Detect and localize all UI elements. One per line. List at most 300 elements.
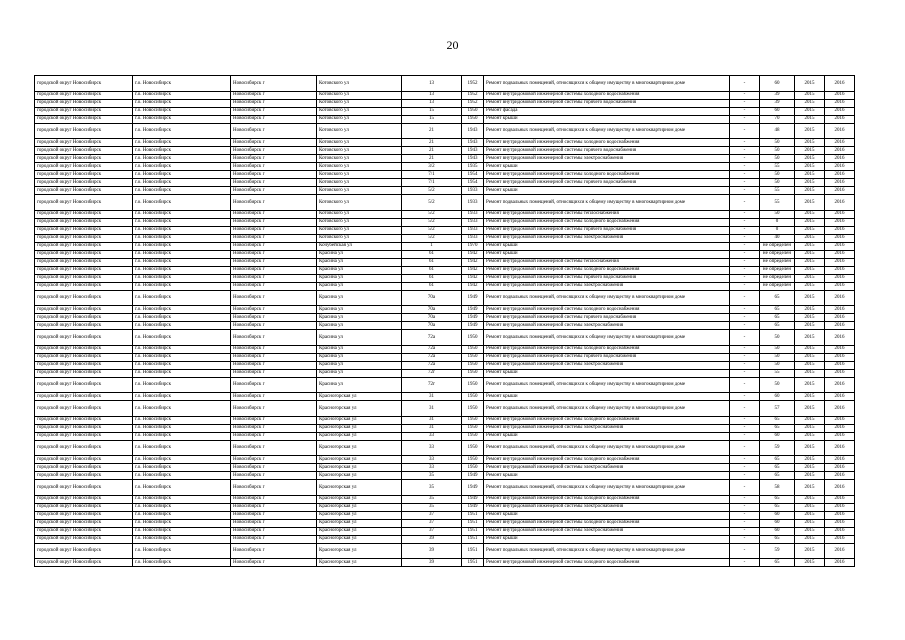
build-year-cell: 1950 bbox=[462, 353, 484, 361]
district-cell: г.о. Новосибирск bbox=[133, 472, 231, 480]
build-year-cell: 1970 bbox=[462, 242, 484, 250]
cost-cell: 55 bbox=[760, 195, 795, 211]
build-year-cell: 1951 bbox=[462, 559, 484, 567]
start-year-cell: 2015 bbox=[795, 511, 825, 519]
locality-cell: Новосибирск г bbox=[231, 306, 317, 314]
locality-cell: Новосибирск г bbox=[231, 559, 317, 567]
house-number-cell: 5/2 bbox=[402, 187, 462, 195]
cost-cell: 58 bbox=[760, 480, 795, 496]
street-cell: Котовского ул bbox=[317, 155, 402, 163]
table-row bbox=[35, 330, 855, 346]
end-year-cell: 2016 bbox=[825, 266, 855, 274]
table-row bbox=[35, 480, 855, 496]
street-cell: Красина ул bbox=[317, 353, 402, 361]
locality-cell: Новосибирск г bbox=[231, 519, 317, 527]
cost-cell: 40 bbox=[760, 234, 795, 242]
street-cell: Красина ул bbox=[317, 369, 402, 377]
district-cell: г.о. Новосибирск bbox=[133, 432, 231, 440]
start-year-cell: 2015 bbox=[795, 393, 825, 401]
house-number-cell: 1 bbox=[402, 242, 462, 250]
work-type-cell: Ремонт внутридомовой инженерной системы горячего водоснабжения bbox=[484, 147, 730, 155]
house-number-cell: 7/1 bbox=[402, 171, 462, 179]
table-row bbox=[35, 155, 855, 163]
start-year-cell: 2015 bbox=[795, 234, 825, 242]
district-cell: г.о. Новосибирск bbox=[133, 535, 231, 543]
end-year-cell: 2016 bbox=[825, 107, 855, 115]
start-year-cell: 2015 bbox=[795, 258, 825, 266]
cost-cell: 0 bbox=[760, 218, 795, 226]
build-year-cell: 1949 bbox=[462, 306, 484, 314]
municipality-cell: городской округ Новосибирск bbox=[35, 226, 133, 234]
work-type-cell: Ремонт внутридомовой инженерной системы электроснабжения bbox=[484, 527, 730, 535]
start-year-cell: 2015 bbox=[795, 559, 825, 567]
build-year-cell: 1950 bbox=[462, 432, 484, 440]
table-row bbox=[35, 543, 855, 559]
municipality-cell: городской округ Новосибирск bbox=[35, 322, 133, 330]
build-year-cell: 1951 bbox=[462, 527, 484, 535]
end-year-cell: 2016 bbox=[825, 91, 855, 99]
end-year-cell: 2016 bbox=[825, 258, 855, 266]
house-number-cell: 61 bbox=[402, 258, 462, 266]
table-row bbox=[35, 535, 855, 543]
start-year-cell: 2015 bbox=[795, 115, 825, 123]
start-year-cell: 2015 bbox=[795, 171, 825, 179]
work-type-cell: Ремонт внутридомовой инженерной системы электроснабжения bbox=[484, 282, 730, 290]
municipality-cell: городской округ Новосибирск bbox=[35, 163, 133, 171]
district-cell: г.о. Новосибирск bbox=[133, 464, 231, 472]
district-cell: г.о. Новосибирск bbox=[133, 179, 231, 187]
end-year-cell: 2016 bbox=[825, 306, 855, 314]
locality-cell: Новосибирск г bbox=[231, 266, 317, 274]
dash-cell: - bbox=[730, 274, 760, 282]
street-cell: Красногорская ул bbox=[317, 424, 402, 432]
cost-cell: 65 bbox=[760, 322, 795, 330]
build-year-cell: 1950 bbox=[462, 377, 484, 393]
work-type-cell: Ремонт внутридомовой инженерной системы электроснабжения bbox=[484, 464, 730, 472]
house-number-cell: 3/2 bbox=[402, 163, 462, 171]
build-year-cell: 1950 bbox=[462, 115, 484, 123]
house-number-cell: 31 bbox=[402, 401, 462, 417]
end-year-cell: 2016 bbox=[825, 480, 855, 496]
cost-cell: 57 bbox=[760, 401, 795, 417]
cost-cell: 39 bbox=[760, 91, 795, 99]
street-cell: Котовского ул bbox=[317, 234, 402, 242]
work-type-cell: Ремонт крыши bbox=[484, 472, 730, 480]
cost-cell: не определен bbox=[760, 250, 795, 258]
municipality-cell: городской округ Новосибирск bbox=[35, 290, 133, 306]
district-cell: г.о. Новосибирск bbox=[133, 314, 231, 322]
cost-cell: 65 bbox=[760, 290, 795, 306]
build-year-cell: 1950 bbox=[462, 464, 484, 472]
house-number-cell: 13 bbox=[402, 76, 462, 92]
dash-cell: - bbox=[730, 511, 760, 519]
table-row bbox=[35, 503, 855, 511]
end-year-cell: 2016 bbox=[825, 250, 855, 258]
street-cell: Красина ул bbox=[317, 314, 402, 322]
dash-cell: - bbox=[730, 393, 760, 401]
locality-cell: Новосибирск г bbox=[231, 171, 317, 179]
table-row bbox=[35, 393, 855, 401]
municipality-cell: городской округ Новосибирск bbox=[35, 258, 133, 266]
cost-cell: не определен bbox=[760, 282, 795, 290]
cost-cell: 48 bbox=[760, 123, 795, 139]
start-year-cell: 2015 bbox=[795, 377, 825, 393]
end-year-cell: 2016 bbox=[825, 345, 855, 353]
municipality-cell: городской округ Новосибирск bbox=[35, 171, 133, 179]
street-cell: Красногорская ул bbox=[317, 472, 402, 480]
house-number-cell: 7/1 bbox=[402, 179, 462, 187]
house-number-cell: 5/2 bbox=[402, 210, 462, 218]
start-year-cell: 2015 bbox=[795, 322, 825, 330]
dash-cell: - bbox=[730, 163, 760, 171]
street-cell: Красногорская ул bbox=[317, 440, 402, 456]
table-row bbox=[35, 163, 855, 171]
end-year-cell: 2016 bbox=[825, 440, 855, 456]
table-row bbox=[35, 266, 855, 274]
street-cell: Котовского ул bbox=[317, 115, 402, 123]
street-cell: Красина ул bbox=[317, 282, 402, 290]
end-year-cell: 2016 bbox=[825, 527, 855, 535]
district-cell: г.о. Новосибирск bbox=[133, 266, 231, 274]
dash-cell: - bbox=[730, 472, 760, 480]
street-cell: Котовского ул bbox=[317, 226, 402, 234]
table-row bbox=[35, 353, 855, 361]
locality-cell: Новосибирск г bbox=[231, 139, 317, 147]
end-year-cell: 2016 bbox=[825, 147, 855, 155]
end-year-cell: 2016 bbox=[825, 187, 855, 195]
street-cell: Котовского ул bbox=[317, 76, 402, 92]
start-year-cell: 2015 bbox=[795, 369, 825, 377]
house-number-cell: 35 bbox=[402, 472, 462, 480]
build-year-cell: 1942 bbox=[462, 258, 484, 266]
start-year-cell: 2015 bbox=[795, 480, 825, 496]
work-type-cell: Ремонт крыши bbox=[484, 163, 730, 171]
street-cell: Красина ул bbox=[317, 290, 402, 306]
municipality-cell: городской округ Новосибирск bbox=[35, 511, 133, 519]
municipality-cell: городской округ Новосибирск bbox=[35, 107, 133, 115]
cost-cell: не определен bbox=[760, 274, 795, 282]
district-cell: г.о. Новосибирск bbox=[133, 559, 231, 567]
dash-cell: - bbox=[730, 330, 760, 346]
dash-cell: - bbox=[730, 464, 760, 472]
house-number-cell: 21 bbox=[402, 155, 462, 163]
start-year-cell: 2015 bbox=[795, 274, 825, 282]
cost-cell: 65 bbox=[760, 416, 795, 424]
locality-cell: Новосибирск г bbox=[231, 155, 317, 163]
district-cell: г.о. Новосибирск bbox=[133, 226, 231, 234]
locality-cell: Новосибирск г bbox=[231, 274, 317, 282]
work-type-cell: Ремонт фасада bbox=[484, 107, 730, 115]
house-number-cell: 39 bbox=[402, 543, 462, 559]
locality-cell: Новосибирск г bbox=[231, 424, 317, 432]
locality-cell: Новосибирск г bbox=[231, 432, 317, 440]
municipality-cell: городской округ Новосибирск bbox=[35, 527, 133, 535]
street-cell: Красногорская ул bbox=[317, 543, 402, 559]
municipality-cell: городской округ Новосибирск bbox=[35, 440, 133, 456]
work-type-cell: Ремонт внутридомовой инженерной системы теплоснабжения bbox=[484, 258, 730, 266]
district-cell: г.о. Новосибирск bbox=[133, 99, 231, 107]
end-year-cell: 2016 bbox=[825, 274, 855, 282]
locality-cell: Новосибирск г bbox=[231, 123, 317, 139]
work-type-cell: Ремонт крыши bbox=[484, 393, 730, 401]
municipality-cell: городской округ Новосибирск bbox=[35, 274, 133, 282]
house-number-cell: 21 bbox=[402, 147, 462, 155]
locality-cell: Новосибирск г bbox=[231, 345, 317, 353]
dash-cell: - bbox=[730, 242, 760, 250]
street-cell: Котовского ул bbox=[317, 187, 402, 195]
start-year-cell: 2015 bbox=[795, 179, 825, 187]
work-type-cell: Ремонт подвальных помещений, относящихся к общему имуществу в многоквартирном доме bbox=[484, 401, 730, 417]
work-type-cell: Ремонт внутридомовой инженерной системы холодного водоснабжения bbox=[484, 495, 730, 503]
municipality-cell: городской округ Новосибирск bbox=[35, 155, 133, 163]
locality-cell: Новосибирск г bbox=[231, 290, 317, 306]
build-year-cell: 1933 bbox=[462, 187, 484, 195]
work-type-cell: Ремонт крыши bbox=[484, 535, 730, 543]
street-cell: Красина ул bbox=[317, 274, 402, 282]
municipality-cell: городской округ Новосибирск bbox=[35, 401, 133, 417]
street-cell: Котовского ул bbox=[317, 99, 402, 107]
work-type-cell: Ремонт внутридомовой инженерной системы электроснабжения bbox=[484, 503, 730, 511]
work-type-cell: Ремонт внутридомовой инженерной системы холодного водоснабжения bbox=[484, 218, 730, 226]
house-number-cell: 37 bbox=[402, 519, 462, 527]
dash-cell: - bbox=[730, 195, 760, 211]
house-number-cell: 61 bbox=[402, 274, 462, 282]
street-cell: Кочубейская ул bbox=[317, 242, 402, 250]
house-number-cell: 33 bbox=[402, 464, 462, 472]
street-cell: Красногорская ул bbox=[317, 503, 402, 511]
house-number-cell: 72г bbox=[402, 369, 462, 377]
end-year-cell: 2016 bbox=[825, 424, 855, 432]
end-year-cell: 2016 bbox=[825, 139, 855, 147]
work-type-cell: Ремонт внутридомовой инженерной системы холодного водоснабжения bbox=[484, 91, 730, 99]
street-cell: Красногорская ул bbox=[317, 480, 402, 496]
locality-cell: Новосибирск г bbox=[231, 330, 317, 346]
build-year-cell: 1950 bbox=[462, 401, 484, 417]
start-year-cell: 2015 bbox=[795, 472, 825, 480]
dash-cell: - bbox=[730, 115, 760, 123]
start-year-cell: 2015 bbox=[795, 242, 825, 250]
street-cell: Красногорская ул bbox=[317, 511, 402, 519]
house-number-cell: 35 bbox=[402, 495, 462, 503]
house-number-cell: 31 bbox=[402, 424, 462, 432]
street-cell: Красногорская ул bbox=[317, 495, 402, 503]
dash-cell: - bbox=[730, 107, 760, 115]
build-year-cell: 1933 bbox=[462, 195, 484, 211]
start-year-cell: 2015 bbox=[795, 330, 825, 346]
cost-cell: 55 bbox=[760, 163, 795, 171]
end-year-cell: 2016 bbox=[825, 330, 855, 346]
house-number-cell: 35 bbox=[402, 503, 462, 511]
table-row bbox=[35, 226, 855, 234]
house-number-cell: 37 bbox=[402, 511, 462, 519]
work-type-cell: Ремонт крыши bbox=[484, 511, 730, 519]
house-number-cell: 5/2 bbox=[402, 218, 462, 226]
locality-cell: Новосибирск г bbox=[231, 76, 317, 92]
start-year-cell: 2015 bbox=[795, 519, 825, 527]
municipality-cell: городской округ Новосибирск bbox=[35, 210, 133, 218]
locality-cell: Новосибирск г bbox=[231, 195, 317, 211]
work-type-cell: Ремонт внутридомовой инженерной системы холодного водоснабжения bbox=[484, 306, 730, 314]
locality-cell: Новосибирск г bbox=[231, 353, 317, 361]
work-type-cell: Ремонт подвальных помещений, относящихся к общему имуществу в многоквартирном доме bbox=[484, 440, 730, 456]
cost-cell: 65 bbox=[760, 535, 795, 543]
cost-cell: не определен bbox=[760, 258, 795, 266]
end-year-cell: 2016 bbox=[825, 163, 855, 171]
dash-cell: - bbox=[730, 91, 760, 99]
district-cell: г.о. Новосибирск bbox=[133, 353, 231, 361]
start-year-cell: 2015 bbox=[795, 187, 825, 195]
dash-cell: - bbox=[730, 226, 760, 234]
street-cell: Красногорская ул bbox=[317, 416, 402, 424]
cost-cell: 59 bbox=[760, 543, 795, 559]
dash-cell: - bbox=[730, 401, 760, 417]
locality-cell: Новосибирск г bbox=[231, 472, 317, 480]
dash-cell: - bbox=[730, 495, 760, 503]
build-year-cell: 1951 bbox=[462, 511, 484, 519]
street-cell: Котовского ул bbox=[317, 210, 402, 218]
build-year-cell: 1933 bbox=[462, 218, 484, 226]
house-number-cell: 5/2 bbox=[402, 226, 462, 234]
municipality-cell: городской округ Новосибирск bbox=[35, 559, 133, 567]
municipality-cell: городской округ Новосибирск bbox=[35, 266, 133, 274]
build-year-cell: 1950 bbox=[462, 330, 484, 346]
street-cell: Котовского ул bbox=[317, 179, 402, 187]
municipality-cell: городской округ Новосибирск bbox=[35, 76, 133, 92]
locality-cell: Новосибирск г bbox=[231, 187, 317, 195]
work-type-cell: Ремонт внутридомовой инженерной системы горячего водоснабжения bbox=[484, 274, 730, 282]
table-row bbox=[35, 559, 855, 567]
dash-cell: - bbox=[730, 187, 760, 195]
cost-cell: 60 bbox=[760, 511, 795, 519]
district-cell: г.о. Новосибирск bbox=[133, 210, 231, 218]
municipality-cell: городской округ Новосибирск bbox=[35, 464, 133, 472]
end-year-cell: 2016 bbox=[825, 432, 855, 440]
start-year-cell: 2015 bbox=[795, 361, 825, 369]
district-cell: г.о. Новосибирск bbox=[133, 258, 231, 266]
dash-cell: - bbox=[730, 535, 760, 543]
dash-cell: - bbox=[730, 179, 760, 187]
work-type-cell: Ремонт внутридомовой инженерной системы горячего водоснабжения bbox=[484, 99, 730, 107]
locality-cell: Новосибирск г bbox=[231, 543, 317, 559]
table-row bbox=[35, 464, 855, 472]
street-cell: Красина ул bbox=[317, 377, 402, 393]
end-year-cell: 2016 bbox=[825, 393, 855, 401]
build-year-cell: 1933 bbox=[462, 210, 484, 218]
build-year-cell: 1942 bbox=[462, 266, 484, 274]
start-year-cell: 2015 bbox=[795, 107, 825, 115]
dash-cell: - bbox=[730, 218, 760, 226]
end-year-cell: 2016 bbox=[825, 290, 855, 306]
start-year-cell: 2015 bbox=[795, 353, 825, 361]
start-year-cell: 2015 bbox=[795, 99, 825, 107]
district-cell: г.о. Новосибирск bbox=[133, 171, 231, 179]
house-number-cell: 70а bbox=[402, 314, 462, 322]
street-cell: Красногорская ул bbox=[317, 535, 402, 543]
municipality-cell: городской округ Новосибирск bbox=[35, 242, 133, 250]
municipality-cell: городской округ Новосибирск bbox=[35, 480, 133, 496]
work-type-cell: Ремонт внутридомовой инженерной системы холодного водоснабжения bbox=[484, 519, 730, 527]
dash-cell: - bbox=[730, 432, 760, 440]
table-row bbox=[35, 234, 855, 242]
table-row bbox=[35, 314, 855, 322]
municipality-cell: городской округ Новосибирск bbox=[35, 123, 133, 139]
district-cell: г.о. Новосибирск bbox=[133, 250, 231, 258]
start-year-cell: 2015 bbox=[795, 139, 825, 147]
build-year-cell: 1933 bbox=[462, 226, 484, 234]
municipality-cell: городской округ Новосибирск bbox=[35, 472, 133, 480]
work-type-cell: Ремонт внутридомовой инженерной системы горячего водоснабжения bbox=[484, 179, 730, 187]
district-cell: г.о. Новосибирск bbox=[133, 282, 231, 290]
street-cell: Красина ул bbox=[317, 330, 402, 346]
end-year-cell: 2016 bbox=[825, 282, 855, 290]
build-year-cell: 1935 bbox=[462, 163, 484, 171]
dash-cell: - bbox=[730, 527, 760, 535]
district-cell: г.о. Новосибирск bbox=[133, 527, 231, 535]
work-type-cell: Ремонт подвальных помещений, относящихся к общему имуществу в многоквартирном доме bbox=[484, 76, 730, 92]
district-cell: г.о. Новосибирск bbox=[133, 361, 231, 369]
street-cell: Котовского ул bbox=[317, 123, 402, 139]
street-cell: Котовского ул bbox=[317, 171, 402, 179]
municipality-cell: городской округ Новосибирск bbox=[35, 195, 133, 211]
table-row bbox=[35, 107, 855, 115]
end-year-cell: 2016 bbox=[825, 503, 855, 511]
municipality-cell: городской округ Новосибирск bbox=[35, 377, 133, 393]
dash-cell: - bbox=[730, 369, 760, 377]
table-row bbox=[35, 76, 855, 92]
build-year-cell: 1951 bbox=[462, 535, 484, 543]
table-row bbox=[35, 495, 855, 503]
build-year-cell: 1954 bbox=[462, 171, 484, 179]
locality-cell: Новосибирск г bbox=[231, 322, 317, 330]
build-year-cell: 1943 bbox=[462, 123, 484, 139]
house-number-cell: 72а bbox=[402, 330, 462, 346]
district-cell: г.о. Новосибирск bbox=[133, 234, 231, 242]
table-row bbox=[35, 456, 855, 464]
cost-cell: 60 bbox=[760, 107, 795, 115]
municipality-cell: городской округ Новосибирск bbox=[35, 314, 133, 322]
end-year-cell: 2016 bbox=[825, 543, 855, 559]
build-year-cell: 1942 bbox=[462, 282, 484, 290]
cost-cell: 50 bbox=[760, 179, 795, 187]
cost-cell: 65 bbox=[760, 456, 795, 464]
cost-cell: 55 bbox=[760, 187, 795, 195]
table-row bbox=[35, 416, 855, 424]
municipality-cell: городской округ Новосибирск bbox=[35, 345, 133, 353]
dash-cell: - bbox=[730, 416, 760, 424]
dash-cell: - bbox=[730, 147, 760, 155]
dash-cell: - bbox=[730, 456, 760, 464]
end-year-cell: 2016 bbox=[825, 535, 855, 543]
cost-cell: 65 bbox=[760, 559, 795, 567]
dash-cell: - bbox=[730, 171, 760, 179]
start-year-cell: 2015 bbox=[795, 416, 825, 424]
dash-cell: - bbox=[730, 345, 760, 353]
locality-cell: Новосибирск г bbox=[231, 511, 317, 519]
start-year-cell: 2015 bbox=[795, 543, 825, 559]
end-year-cell: 2016 bbox=[825, 519, 855, 527]
cost-cell: 55 bbox=[760, 369, 795, 377]
house-number-cell: 13 bbox=[402, 99, 462, 107]
table-row bbox=[35, 274, 855, 282]
dash-cell: - bbox=[730, 210, 760, 218]
start-year-cell: 2015 bbox=[795, 76, 825, 92]
work-type-cell: Ремонт крыши bbox=[484, 250, 730, 258]
locality-cell: Новосибирск г bbox=[231, 282, 317, 290]
page-number: 20 bbox=[446, 38, 459, 52]
cost-cell: 60 bbox=[760, 76, 795, 92]
work-type-cell: Ремонт внутридомовой инженерной системы электроснабжения bbox=[484, 361, 730, 369]
locality-cell: Новосибирск г bbox=[231, 393, 317, 401]
